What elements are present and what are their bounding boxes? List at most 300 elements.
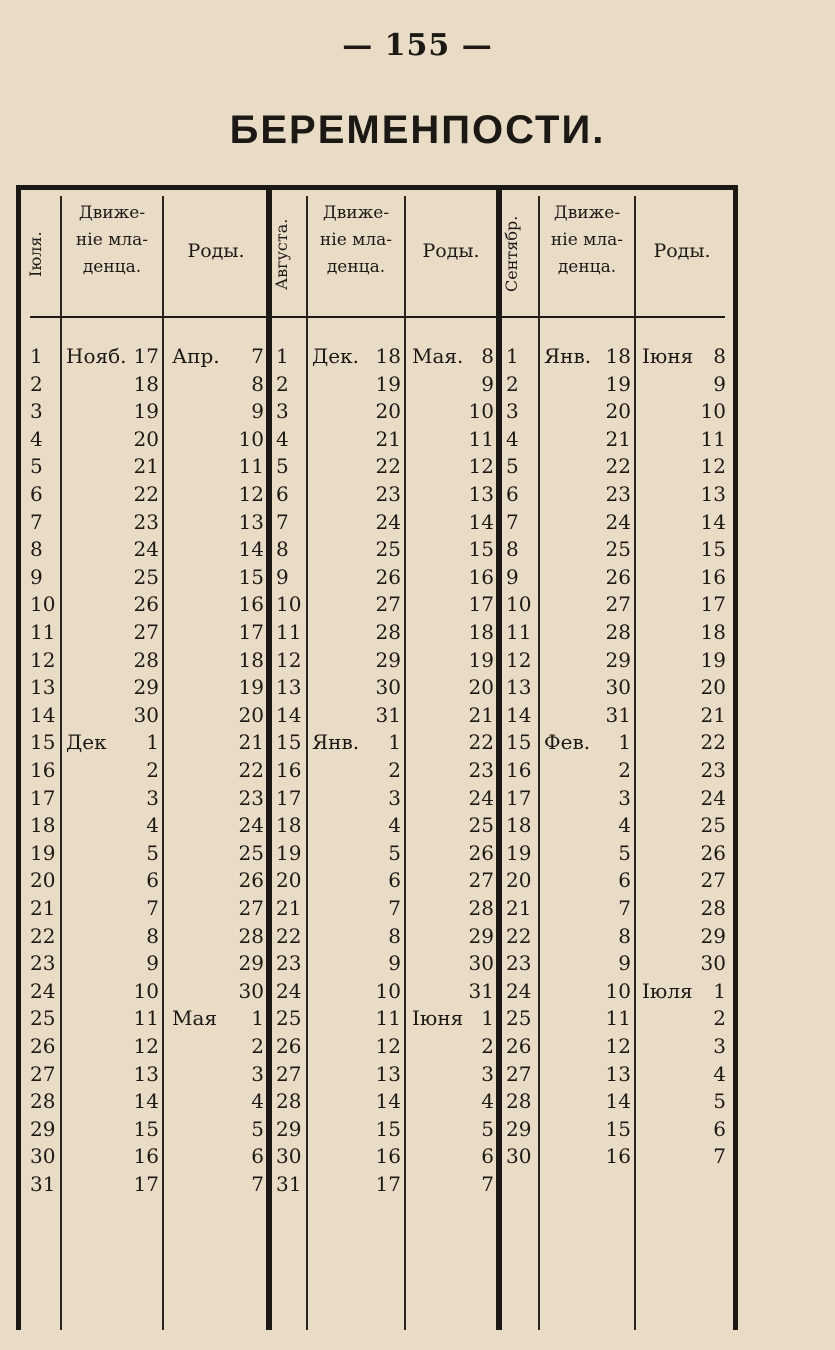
movement-value: 24 — [133, 537, 159, 562]
movement-value: 4 — [388, 813, 401, 838]
birth-value: 24 — [238, 813, 264, 838]
movement-month: Дек. — [312, 344, 359, 368]
day-cell: 8 — [30, 537, 43, 562]
section-divider — [266, 190, 272, 1330]
day-cell: 2 — [276, 371, 289, 396]
birth-value: 1 — [713, 978, 726, 1003]
movement-header: Движе- ніе мла- денца. — [550, 203, 624, 277]
day-cell: 17 — [506, 785, 532, 810]
movement-value: 25 — [375, 537, 401, 562]
day-cell: 22 — [506, 923, 532, 948]
movement-value: 11 — [133, 1006, 159, 1031]
birth-value: 25 — [238, 840, 264, 865]
day-cell: 1 — [276, 344, 289, 368]
movement-value: 13 — [133, 1061, 159, 1086]
header-divider — [30, 316, 725, 318]
day-cell: 1 — [506, 344, 519, 368]
birth-value: 7 — [251, 344, 264, 368]
movement-value: 9 — [388, 951, 401, 976]
birth-value: 4 — [713, 1061, 726, 1086]
birth-value: 13 — [468, 482, 494, 506]
day-cell: 22 — [30, 923, 56, 948]
day-cell: 16 — [276, 758, 302, 782]
column-rule — [162, 196, 164, 1330]
birth-month: Мая — [172, 1006, 218, 1031]
birth-value: 26 — [238, 868, 264, 893]
movement-value: 20 — [133, 426, 159, 451]
birth-month: Апр. — [172, 344, 220, 368]
day-cell: 9 — [30, 564, 43, 589]
movement-value: 1 — [618, 730, 631, 755]
movement-value: 11 — [605, 1006, 631, 1031]
day-cell: 13 — [30, 675, 56, 700]
birth-value: 23 — [700, 758, 726, 782]
day-cell: 13 — [506, 675, 532, 700]
day-cell: 4 — [276, 426, 289, 451]
day-cell: 14 — [30, 702, 56, 727]
movement-value: 15 — [133, 1116, 159, 1141]
day-cell: 18 — [276, 813, 302, 838]
birth-value: 17 — [468, 592, 494, 617]
day-cell: 25 — [506, 1006, 532, 1031]
movement-month: Нояб. — [66, 344, 127, 368]
day-cell: 30 — [30, 1144, 56, 1169]
movement-value: 9 — [146, 951, 159, 976]
movement-header: Движе- ніе мла- денца. — [75, 203, 149, 277]
day-cell: 27 — [506, 1061, 532, 1086]
birth-value: 21 — [468, 702, 494, 727]
day-cell: 21 — [276, 896, 302, 920]
day-cell: 29 — [506, 1116, 532, 1141]
movement-value: 18 — [133, 371, 159, 396]
day-cell: 30 — [276, 1144, 302, 1169]
birth-value: 20 — [700, 675, 726, 700]
movement-value: 7 — [618, 896, 631, 920]
birth-value: 5 — [481, 1116, 494, 1141]
birth-value: 6 — [251, 1144, 264, 1169]
birth-value: 6 — [713, 1116, 726, 1141]
movement-value: 1 — [388, 730, 401, 755]
day-cell: 10 — [276, 592, 302, 617]
birth-value: 9 — [251, 399, 264, 424]
movement-value: 22 — [605, 454, 631, 479]
movement-value: 16 — [605, 1144, 631, 1169]
birth-value: 30 — [700, 951, 726, 976]
birth-value: 16 — [238, 592, 264, 617]
birth-value: 19 — [238, 675, 264, 700]
movement-value: 13 — [605, 1061, 631, 1086]
page-title: БЕРЕМЕНПОСТИ. — [229, 108, 606, 152]
birth-value: 26 — [700, 840, 726, 865]
day-cell: 6 — [506, 482, 519, 506]
movement-value: 29 — [605, 647, 631, 672]
birth-value: 28 — [468, 896, 494, 920]
birth-value: 18 — [238, 647, 264, 672]
movement-value: 1 — [146, 730, 159, 755]
movement-value: 12 — [605, 1034, 631, 1058]
birth-value: 30 — [468, 951, 494, 976]
day-cell: 22 — [276, 923, 302, 948]
day-cell: 12 — [506, 647, 532, 672]
movement-value: 18 — [375, 344, 401, 368]
movement-value: 30 — [133, 702, 159, 727]
birth-value: 22 — [700, 730, 726, 755]
birth-value: 12 — [468, 454, 494, 479]
day-cell: 3 — [506, 399, 519, 424]
day-cell: 10 — [30, 592, 56, 617]
day-cell: 5 — [276, 454, 289, 479]
day-cell: 28 — [276, 1089, 302, 1114]
birth-value: 31 — [468, 978, 494, 1003]
birth-value: 16 — [700, 564, 726, 589]
day-cell: 14 — [276, 702, 302, 727]
day-cell: 28 — [506, 1089, 532, 1114]
birth-value: 7 — [251, 1172, 264, 1196]
movement-value: 14 — [133, 1089, 159, 1114]
day-cell: 23 — [506, 951, 532, 976]
movement-value: 15 — [605, 1116, 631, 1141]
birth-value: 21 — [700, 702, 726, 727]
birth-value: 13 — [238, 509, 264, 534]
birth-value: 25 — [700, 813, 726, 838]
birth-value: 9 — [481, 371, 494, 396]
day-cell: 19 — [506, 840, 532, 865]
birth-value: 10 — [468, 399, 494, 424]
movement-value: 3 — [146, 785, 159, 810]
movement-value: 11 — [375, 1006, 401, 1031]
birth-value: 9 — [713, 371, 726, 396]
birth-value: 15 — [468, 537, 494, 562]
day-cell: 3 — [276, 399, 289, 424]
table-top-border — [16, 185, 738, 190]
movement-value: 26 — [605, 564, 631, 589]
day-cell: 17 — [276, 785, 302, 810]
day-cell: 2 — [30, 371, 43, 396]
day-cell: 28 — [30, 1089, 56, 1114]
birth-value: 18 — [468, 620, 494, 644]
day-cell: 30 — [506, 1144, 532, 1169]
movement-value: 10 — [605, 978, 631, 1003]
movement-value: 6 — [618, 868, 631, 893]
day-cell: 15 — [506, 730, 532, 755]
birth-value: 11 — [238, 454, 264, 479]
movement-value: 8 — [146, 923, 159, 948]
birth-value: 14 — [700, 509, 726, 534]
section-divider — [496, 190, 502, 1330]
day-cell: 8 — [506, 537, 519, 562]
table-left-border — [16, 185, 21, 1330]
day-cell: 23 — [276, 951, 302, 976]
birth-value: 24 — [468, 785, 494, 810]
day-cell: 18 — [506, 813, 532, 838]
birth-value: 19 — [468, 647, 494, 672]
movement-value: 27 — [605, 592, 631, 617]
birth-value: 5 — [251, 1116, 264, 1141]
movement-value: 5 — [618, 840, 631, 865]
movement-value: 31 — [605, 702, 631, 727]
day-cell: 19 — [276, 840, 302, 865]
day-cell: 18 — [30, 813, 56, 838]
birth-value: 10 — [238, 426, 264, 451]
day-cell: 16 — [30, 758, 56, 782]
movement-value: 23 — [133, 509, 159, 534]
day-cell: 23 — [30, 951, 56, 976]
movement-value: 27 — [133, 620, 159, 644]
birth-value: 2 — [713, 1006, 726, 1031]
birth-value: 4 — [251, 1089, 264, 1114]
birth-value: 23 — [468, 758, 494, 782]
movement-value: 14 — [375, 1089, 401, 1114]
day-cell: 15 — [276, 730, 302, 755]
movement-value: 4 — [618, 813, 631, 838]
month-label: Іюля. — [26, 231, 45, 277]
birth-value: 13 — [700, 482, 726, 506]
movement-value: 2 — [388, 758, 401, 782]
day-cell: 26 — [506, 1034, 532, 1058]
day-cell: 26 — [30, 1034, 56, 1058]
movement-value: 16 — [133, 1144, 159, 1169]
birth-value: 8 — [481, 344, 494, 368]
movement-value: 10 — [133, 978, 159, 1003]
day-cell: 6 — [30, 482, 43, 506]
movement-value: 23 — [375, 482, 401, 506]
birth-value: 11 — [468, 426, 494, 451]
movement-value: 15 — [375, 1116, 401, 1141]
movement-value: 28 — [605, 620, 631, 644]
movement-value: 3 — [618, 785, 631, 810]
movement-value: 12 — [375, 1034, 401, 1058]
movement-value: 20 — [375, 399, 401, 424]
day-cell: 8 — [276, 537, 289, 562]
birth-value: 19 — [700, 647, 726, 672]
movement-value: 30 — [375, 675, 401, 700]
day-cell: 26 — [276, 1034, 302, 1058]
birth-value: 26 — [468, 840, 494, 865]
birth-value: 29 — [468, 923, 494, 948]
day-cell: 4 — [506, 426, 519, 451]
day-cell: 11 — [30, 620, 56, 644]
month-label: Августа. — [272, 218, 291, 290]
month-label: Сентябр. — [502, 215, 521, 293]
birth-value: 14 — [468, 509, 494, 534]
birth-header: Роды. — [422, 240, 480, 262]
birth-value: 8 — [251, 371, 264, 396]
movement-value: 2 — [146, 758, 159, 782]
movement-value: 26 — [375, 564, 401, 589]
day-cell: 24 — [506, 978, 532, 1003]
birth-value: 12 — [238, 482, 264, 506]
birth-value: 27 — [238, 896, 264, 920]
movement-value: 8 — [618, 923, 631, 948]
birth-month: Іюля — [642, 978, 693, 1003]
movement-value: 30 — [605, 675, 631, 700]
day-cell: 12 — [276, 647, 302, 672]
day-cell: 12 — [30, 647, 56, 672]
movement-value: 25 — [133, 564, 159, 589]
movement-value: 13 — [375, 1061, 401, 1086]
day-cell: 25 — [276, 1006, 302, 1031]
movement-value: 19 — [375, 371, 401, 396]
movement-value: 17 — [133, 344, 159, 368]
movement-header: Движе- ніе мла- денца. — [319, 203, 393, 277]
birth-value: 11 — [700, 426, 726, 451]
birth-value: 17 — [700, 592, 726, 617]
movement-value: 16 — [375, 1144, 401, 1169]
day-cell: 6 — [276, 482, 289, 506]
day-cell: 5 — [506, 454, 519, 479]
movement-value: 19 — [605, 371, 631, 396]
day-cell: 3 — [30, 399, 43, 424]
birth-value: 3 — [481, 1061, 494, 1086]
movement-value: 26 — [133, 592, 159, 617]
movement-value: 20 — [605, 399, 631, 424]
movement-value: 22 — [375, 454, 401, 479]
birth-value: 7 — [713, 1144, 726, 1169]
birth-value: 15 — [700, 537, 726, 562]
birth-value: 20 — [238, 702, 264, 727]
birth-value: 25 — [468, 813, 494, 838]
day-cell: 17 — [30, 785, 56, 810]
birth-value: 28 — [700, 896, 726, 920]
movement-value: 21 — [133, 454, 159, 479]
day-cell: 19 — [30, 840, 56, 865]
day-cell: 2 — [506, 371, 519, 396]
day-cell: 11 — [276, 620, 302, 644]
birth-value: 4 — [481, 1089, 494, 1114]
movement-month: Дек — [66, 730, 107, 755]
movement-value: 8 — [388, 923, 401, 948]
birth-value: 17 — [238, 620, 264, 644]
day-cell: 4 — [30, 426, 43, 451]
day-cell: 21 — [30, 896, 56, 920]
movement-value: 7 — [146, 896, 159, 920]
movement-value: 19 — [133, 399, 159, 424]
birth-month: Іюня — [412, 1006, 464, 1031]
movement-value: 2 — [618, 758, 631, 782]
birth-value: 14 — [238, 537, 264, 562]
movement-value: 4 — [146, 813, 159, 838]
birth-value: 2 — [481, 1034, 494, 1058]
movement-value: 29 — [133, 675, 159, 700]
movement-value: 24 — [605, 509, 631, 534]
page-number: — 155 — — [342, 28, 493, 63]
birth-value: 24 — [700, 785, 726, 810]
birth-value: 22 — [238, 758, 264, 782]
day-cell: 13 — [276, 675, 302, 700]
movement-value: 31 — [375, 702, 401, 727]
birth-value: 29 — [700, 923, 726, 948]
birth-value: 12 — [700, 454, 726, 479]
day-cell: 5 — [30, 454, 43, 479]
day-cell: 27 — [30, 1061, 56, 1086]
movement-month: Янв. — [544, 344, 592, 368]
birth-value: 1 — [251, 1006, 264, 1031]
day-cell: 31 — [276, 1172, 302, 1196]
movement-value: 28 — [133, 647, 159, 672]
birth-month: Мая. — [412, 344, 464, 368]
birth-value: 3 — [251, 1061, 264, 1086]
birth-value: 27 — [700, 868, 726, 893]
birth-value: 27 — [468, 868, 494, 893]
movement-value: 23 — [605, 482, 631, 506]
day-cell: 7 — [276, 509, 289, 534]
movement-value: 5 — [388, 840, 401, 865]
movement-value: 28 — [375, 620, 401, 644]
birth-value: 15 — [238, 564, 264, 589]
movement-value: 12 — [133, 1034, 159, 1058]
movement-value: 22 — [133, 482, 159, 506]
movement-value: 5 — [146, 840, 159, 865]
birth-value: 1 — [481, 1006, 494, 1031]
day-cell: 15 — [30, 730, 56, 755]
day-cell: 20 — [30, 868, 56, 893]
day-cell: 29 — [276, 1116, 302, 1141]
birth-value: 7 — [481, 1172, 494, 1196]
movement-value: 3 — [388, 785, 401, 810]
day-cell: 24 — [30, 978, 56, 1003]
birth-value: 30 — [238, 978, 264, 1003]
movement-value: 7 — [388, 896, 401, 920]
movement-value: 17 — [133, 1172, 159, 1196]
birth-value: 5 — [713, 1089, 726, 1114]
birth-value: 2 — [251, 1034, 264, 1058]
day-cell: 27 — [276, 1061, 302, 1086]
movement-value: 6 — [146, 868, 159, 893]
birth-value: 21 — [238, 730, 264, 755]
birth-value: 6 — [481, 1144, 494, 1169]
day-cell: 20 — [276, 868, 302, 893]
movement-value: 21 — [375, 426, 401, 451]
movement-value: 29 — [375, 647, 401, 672]
day-cell: 10 — [506, 592, 532, 617]
day-cell: 9 — [506, 564, 519, 589]
day-cell: 31 — [30, 1172, 56, 1196]
movement-value: 24 — [375, 509, 401, 534]
birth-value: 18 — [700, 620, 726, 644]
movement-value: 27 — [375, 592, 401, 617]
movement-value: 21 — [605, 426, 631, 451]
day-cell: 9 — [276, 564, 289, 589]
movement-value: 14 — [605, 1089, 631, 1114]
movement-value: 25 — [605, 537, 631, 562]
movement-value: 10 — [375, 978, 401, 1003]
birth-month: Іюня — [642, 344, 694, 368]
day-cell: 25 — [30, 1006, 56, 1031]
birth-value: 29 — [238, 951, 264, 976]
birth-value: 20 — [468, 675, 494, 700]
day-cell: 21 — [506, 896, 532, 920]
movement-month: Фев. — [544, 730, 591, 755]
birth-value: 22 — [468, 730, 494, 755]
birth-value: 8 — [713, 344, 726, 368]
day-cell: 11 — [506, 620, 532, 644]
movement-month: Янв. — [312, 730, 360, 755]
birth-header: Роды. — [187, 240, 245, 262]
day-cell: 16 — [506, 758, 532, 782]
day-cell: 1 — [30, 344, 43, 368]
day-cell: 7 — [30, 509, 43, 534]
birth-value: 16 — [468, 564, 494, 589]
birth-value: 23 — [238, 785, 264, 810]
birth-value: 28 — [238, 923, 264, 948]
birth-value: 10 — [700, 399, 726, 424]
birth-value: 3 — [713, 1034, 726, 1058]
day-cell: 24 — [276, 978, 302, 1003]
day-cell: 29 — [30, 1116, 56, 1141]
day-cell: 7 — [506, 509, 519, 534]
birth-header: Роды. — [653, 240, 711, 262]
day-cell: 20 — [506, 868, 532, 893]
